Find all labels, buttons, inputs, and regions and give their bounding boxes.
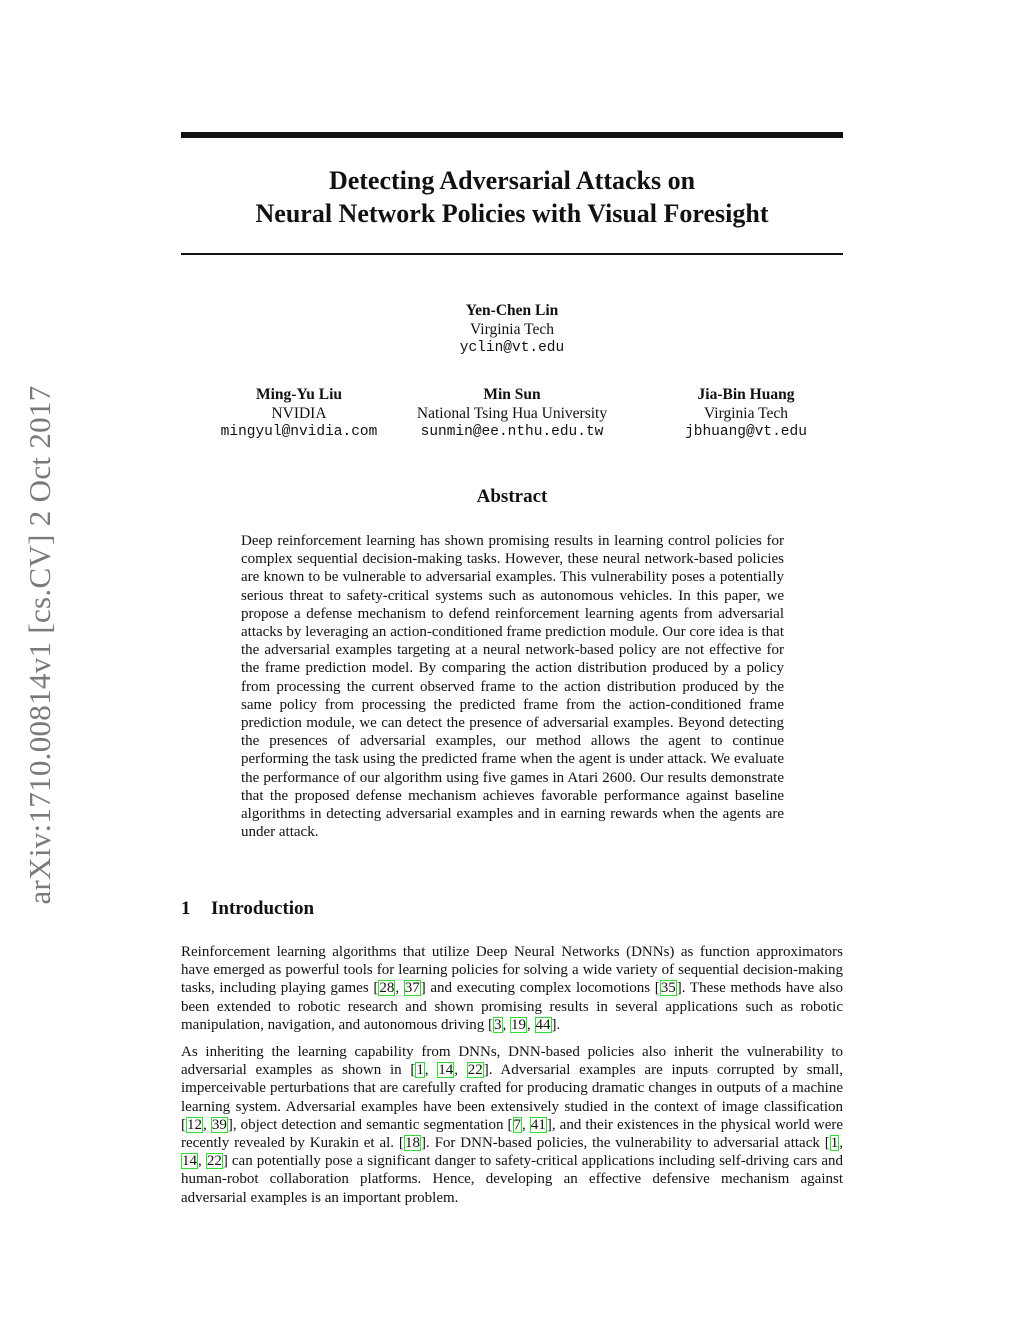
citation-link[interactable]: 1 (830, 1135, 839, 1152)
citation-link[interactable]: 14 (438, 1062, 454, 1079)
text-run: , (395, 980, 404, 997)
citation-link[interactable]: 12 (187, 1116, 202, 1133)
citation-link[interactable]: 7 (513, 1116, 522, 1133)
text-run: , (839, 1135, 843, 1152)
text-run: , (522, 1116, 530, 1133)
abstract-heading: Abstract (476, 486, 548, 507)
citation-link[interactable]: 37 (404, 980, 420, 997)
author-block (199, 385, 399, 442)
citation-link[interactable]: 14 (182, 1153, 197, 1170)
citation-link[interactable]: 1 (416, 1062, 424, 1079)
citation-link[interactable]: 44 (535, 1016, 551, 1033)
text-run: ]. These methods have also been extended to robotic research and shown promising results in several applications such as robotic manipulation, navigation, and autonomous driving [ (181, 980, 844, 1033)
citation-link[interactable]: 41 (530, 1116, 546, 1133)
paper-title (181, 164, 843, 230)
section-number: 1 (181, 898, 191, 919)
author-affiliation: National Tsing Hua University (416, 405, 608, 422)
citation-link[interactable]: 35 (660, 980, 676, 997)
text-run: Reinforcement learning algorithms that utilize Deep Neural Networks (DNNs) as function approximators have emerged as powerful tools for learning policies for solving a wide variety of sequential decision-making tasks, including playing games [ (181, 944, 843, 997)
citation-link[interactable]: 39 (211, 1116, 227, 1133)
title-line-2: Neural Network Policies with Visual Foresight (255, 199, 769, 228)
author-affiliation: Virginia Tech (470, 321, 554, 338)
title-bottom-rule (181, 253, 843, 255)
citation-link[interactable]: 3 (494, 1016, 502, 1033)
text-run: ]. Adversarial examples are inputs corrupted by small, imperceivable perturbations that are carefully crafted for producing dramatic changes in outputs of a machine learning system. Adversarial examples have been extensively studied in the context of image classification [ (181, 1062, 843, 1133)
text-run: , (527, 1016, 535, 1033)
intro-paragraph-1 (181, 943, 843, 1034)
text-run: ]. For DNN-based policies, the vulnerability to adversarial attack [ (420, 1135, 830, 1152)
title-top-rule (181, 132, 843, 138)
citation-link[interactable]: 18 (404, 1135, 420, 1152)
text-run: ] can potentially pose a significant danger to safety-critical applications including self-driving cars and human-robot collaboration platforms. Hence, developing an effective defensive mechanism against adversarial examples is an important problem. (181, 1153, 844, 1206)
abstract-text: Deep reinforcement learning has shown promising results in learning control policies for complex sequential decision-making tasks. However, these neural network-based policies are known to be vulnerable to adversarial examples. This vulnerability poses a potentially serious threat to safety-critical systems such as autonomous vehicles. In this paper, we propose a defense mechanism to defend reinforcement learning agents from adversarial attacks by leveraging an action-conditioned frame prediction module. Our core idea is that the adversarial examples targeting at a neural network-based policy are not effective for the frame prediction model. By comparing the action distribution produced by a policy from processing the current observed frame to the action distribution produced by the same policy from processing the predicted frame from the action-conditioned frame prediction module, we can detect the presence of adversarial examples. Beyond detecting the presences of adversarial examples, our method allows the agent to continue performing the task using the predicted frame when the agent is under attack. We evaluate the performance of our algorithm using five games in Atari 2600. Our results demonstrate that the proposed defense mechanism achieves favorable performance against baseline algorithms in detecting adversarial examples and in earning rewards when the agents are under attack. (241, 533, 784, 841)
author-block (392, 385, 632, 442)
text-run: , (203, 1116, 211, 1133)
citation-link[interactable]: 22 (467, 1062, 483, 1079)
author-name: Jia-Bin Huang (697, 386, 795, 403)
text-run: , (454, 1062, 467, 1079)
author-name: Min Sun (483, 386, 541, 403)
citation-link[interactable]: 22 (206, 1153, 222, 1170)
text-run: ], object detection and semantic segmentation [ (227, 1116, 513, 1133)
author-block (412, 301, 612, 358)
arxiv-identifier: arXiv:1710.00814v1 [cs.CV] 2 Oct 2017 (22, 385, 57, 905)
author-block (646, 385, 846, 442)
intro-paragraph-2 (181, 1043, 843, 1207)
citation-link[interactable]: 28 (379, 980, 395, 997)
author-affiliation: Virginia Tech (704, 405, 788, 422)
section-heading-introduction (181, 898, 843, 920)
author-name: Ming-Yu Liu (256, 386, 342, 403)
author-email[interactable]: yclin@vt.edu (459, 340, 565, 356)
text-run: , (424, 1062, 438, 1079)
section-title: Introduction (211, 898, 315, 919)
title-line-1: Detecting Adversarial Attacks on (328, 166, 696, 195)
citation-link[interactable]: 19 (511, 1016, 527, 1033)
text-run: , (198, 1153, 206, 1170)
author-email[interactable]: jbhuang@vt.edu (685, 424, 807, 440)
text-run: As inheriting the learning capability from DNNs, DNN-based policies also inherit the vulnerability to adversarial examples as shown in [ (181, 1044, 843, 1079)
author-email[interactable]: mingyul@nvidia.com (220, 424, 378, 440)
author-affiliation: NVIDIA (271, 405, 327, 422)
text-run: ], and their existences in the physical world were recently revealed by Kurakin et al. [ (181, 1116, 844, 1152)
author-email[interactable]: sunmin@ee.nthu.edu.tw (420, 424, 604, 440)
text-run: ] and executing complex locomotions [ (420, 980, 660, 997)
text-run: ]. (551, 1016, 561, 1033)
author-name: Yen-Chen Lin (465, 302, 559, 319)
text-run: , (502, 1016, 511, 1033)
